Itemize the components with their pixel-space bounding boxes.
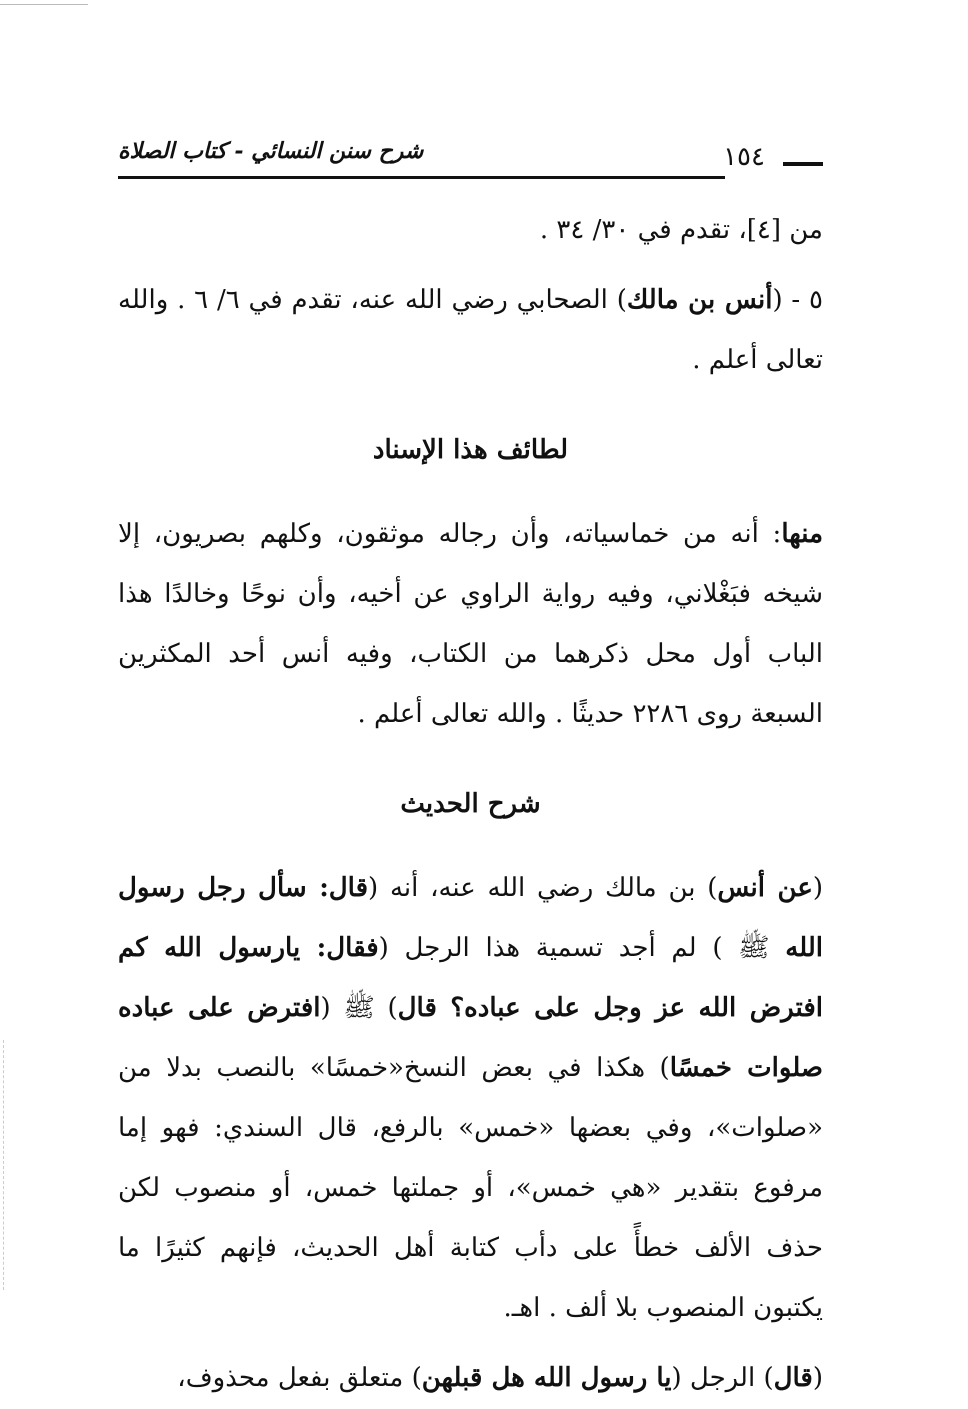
p4-s3-text: ) ﷺ ( — [320, 993, 398, 1023]
paragraph-1 — [118, 200, 823, 260]
p4-s2-text: ﷺ ) لم أجد تسمية هذا الرجل ( — [378, 933, 786, 963]
header-rule — [118, 176, 725, 179]
p5-t1: ) الرجل ( — [671, 1363, 774, 1393]
p4-s3-bold: فقال: يارسول الله كم افترض الله عز وجل على عباده؟ قال — [118, 933, 823, 1023]
p5-b2: يا رسول الله هل قبلهن — [421, 1363, 672, 1393]
p4-s4-bold: افترض على عباده صلوات خمسًا — [118, 993, 823, 1083]
section-heading-sharh: شرح الحديث — [400, 789, 541, 819]
page-header — [118, 132, 823, 192]
paragraph-4 — [118, 858, 823, 1338]
p5-b1: قال — [773, 1363, 813, 1393]
p5-t2: ) متعلق بفعل محذوف، — [177, 1363, 422, 1393]
section-heading-isnad: لطائف هذا الإسناد — [372, 435, 569, 465]
p4-s1-text: ) بن مالك رضي الله عنه، أنه ( — [368, 873, 718, 903]
running-title: شرح سنن النسائي - كتاب الصلاة — [118, 138, 424, 164]
paragraph-5 — [118, 1348, 823, 1408]
p3-lead: منها — [781, 519, 823, 549]
p1-text: من [٤]، تقدم في ٣٠/ ٣٤ . — [539, 215, 823, 245]
paragraph-3 — [118, 504, 823, 744]
p4-s2-bold: قال: سأل رجل رسول الله — [118, 873, 823, 963]
page-number-dash — [783, 162, 823, 166]
paragraph-2 — [118, 270, 823, 390]
p4-s1-open: ( — [812, 873, 824, 903]
corner-mark — [0, 4, 88, 5]
p2-prefix: ٥ - ( — [772, 285, 823, 315]
p2-name: أنس بن مالك — [626, 285, 773, 315]
p5-open: ( — [812, 1363, 823, 1393]
p2-suffix: ) الصحابي رضي الله عنه، تقدم في ٦/ ٦ . والله تعالى أعلم . — [118, 285, 823, 375]
page-content — [118, 200, 823, 1408]
page-number: ١٥٤ — [723, 142, 765, 172]
p4-s4-text: ) هكذا في بعض النسخ«خمسًا» بالنصب بدلا من «صلوات»، وفي بعضها «خمس» بالرفع، قال السندي: فهو إما مرفوع بتقدير «هي خمس»، أو جملتها خمس، أو منصوب لكن حذف الألف خطأً على دأب كتابة أهل الحديث، فإنهم كثيرًا ما يكتبون المنصوب بلا ألف . اهـ. — [118, 1053, 823, 1323]
p4-s1-bold: عن أنس — [717, 873, 813, 903]
p3-text: : أنه من خماسياته، وأن رجاله موثقون، وكلهم بصريون، إلا شيخه فبَغْلاني، وفيه رواية الراوي عن أخيه، وأن نوحًا وخالدًا هذا الباب أول محل ذكرهما من الكتاب، وفيه أنس أحد المكثرين السبعة روى ٢٢٨٦ حديثًا . والله تعالى أعلم . — [118, 519, 823, 729]
scan-edge — [3, 1040, 4, 1290]
